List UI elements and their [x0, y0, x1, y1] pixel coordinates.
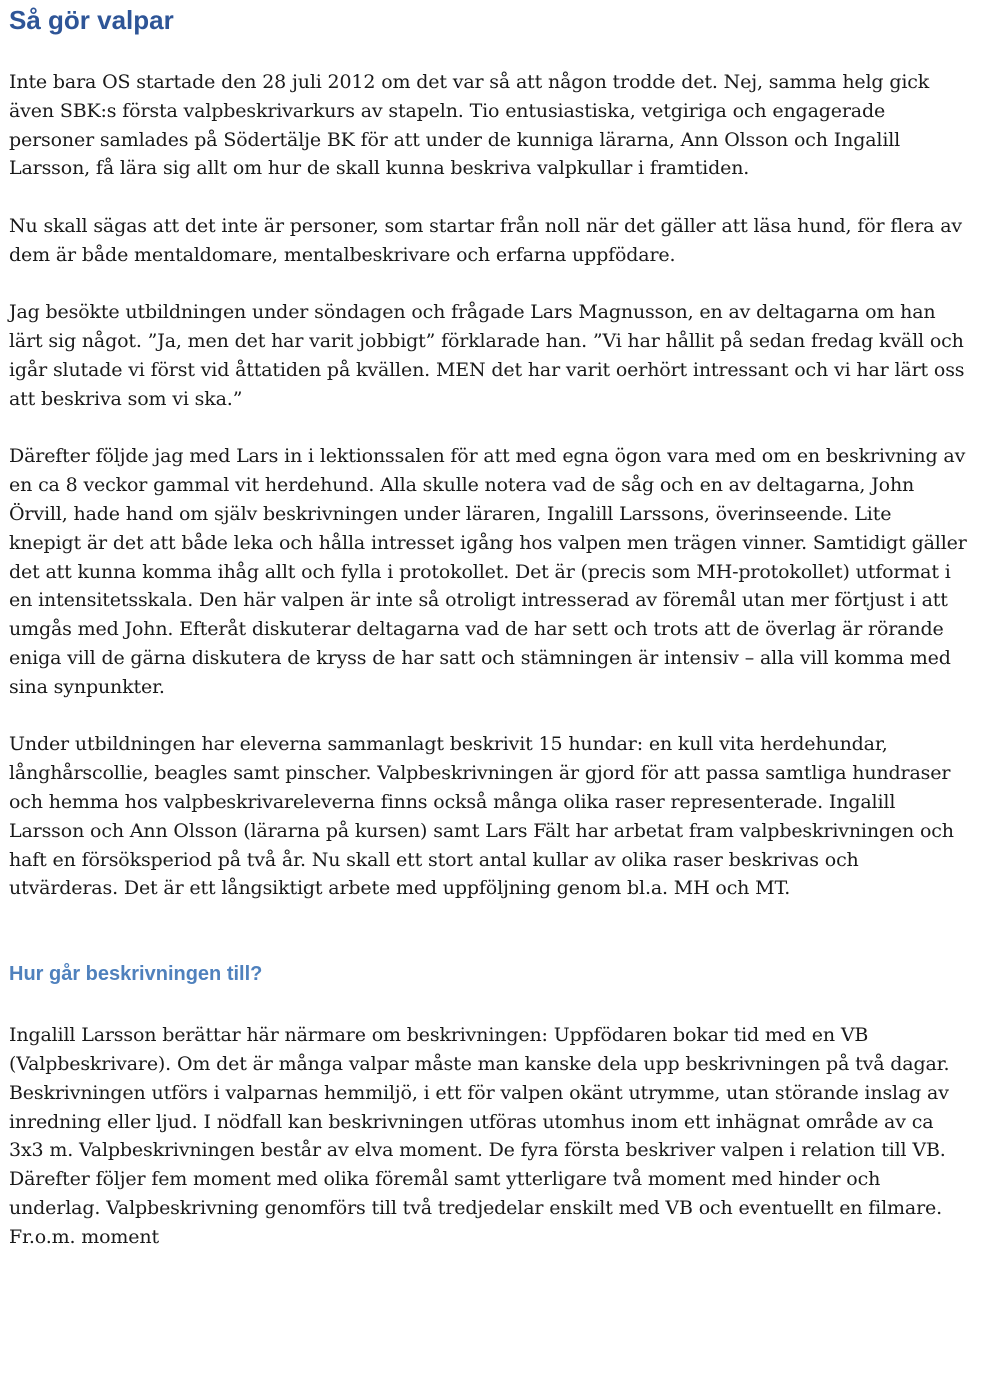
paragraph-interview: Jag besökte utbildningen under söndagen och frågade Lars Magnusson, en av deltagarna om han lärt sig något. ”Ja, men det har varit jobbigt” förklarade han. ”Vi har hållit på sedan fredag kväll och igår slutade vi först vid åttatiden på kvällen. MEN det har varit oerhört intressant och vi har lärt oss att beskriva som vi ska.”: [9, 301, 965, 410]
document-page: [9, 0, 969, 1251]
paragraph-lesson: Därefter följde jag med Lars in i lektionssalen för att med egna ögon vara med om en beskrivning av en ca 8 veckor gammal vit herdehund. Alla skulle notera vad de såg och en av deltagarna, John Örvill, hade hand om själv beskrivningen under läraren, Ingalill Larssons, överinseende. Lite knepigt är det att både leka och hålla intresset igång hos valpen men trägen vinner. Samtidigt gäller det att kunna komma ihåg allt och fylla i protokollet. Det är (precis som MH-protokollet) utformat i en intensitetsskala. Den här valpen är inte så otroligt intresserad av föremål utan mer förtjust i att umgås med John. Efteråt diskuterar deltagarna vad de har sett och trots att de överlag är rörande eniga vill de gärna diskutera de kryss de har satt och stämningen är intensiv – alla vill komma med sina synpunkter.: [9, 445, 967, 698]
paragraph-summary: Under utbildningen har eleverna sammanlagt beskrivit 15 hundar: en kull vita herdehundar, långhårscollie, beagles samt pinscher. Valpbeskrivningen är gjord för att passa samtliga hundraser och hemma hos valpbeskrivareleverna finns också många olika raser representerade. Ingalill Larsson och Ann Olsson (lärarna på kursen) samt Lars Fält har arbetat fram valpbeskrivningen och haft en försöksperiod på två år. Nu skall ett stort antal kullar av olika raser beskrivas och utvärderas. Det är ett långsiktigt arbete med uppföljning genom bl.a. MH och MT.: [9, 733, 954, 900]
section-heading: Hur går beskrivningen till?: [9, 963, 263, 986]
paragraph-booking: Ingalill Larsson berättar här närmare om beskrivningen: Uppfödaren bokar tid med en VB (Valpbeskrivare). Om det är många valpar måste man kanske dela upp beskrivningen på två dagar.: [9, 1024, 950, 1075]
document-title: Så gör valpar: [9, 5, 174, 35]
paragraph-participants: Nu skall sägas att det inte är personer, som startar från noll när det gäller att läsa hund, för flera av dem är både mentaldomare, mentalbeskrivare och erfarna uppfödare.: [9, 214, 962, 266]
paragraph-intro: Inte bara OS startade den 28 juli 2012 om det var så att någon trodde det. Nej, samma helg gick även SBK:s första valpbeskrivarkurs av stapeln. Tio entusiastiska, vetgiriga och engagerade personer samlades på Södertälje BK för att under de kunniga lärarna, Ann Olsson och Ingalill Larsson, få lära sig allt om hur de skall kunna beskriva valpkullar i framtiden.: [9, 71, 930, 180]
paragraph-procedure: Beskrivningen utförs i valparnas hemmiljö, i ett för valpen okänt utrymme, utan störande inslag av inredning eller ljud. I nödfall kan beskrivningen utföras utomhus inom ett inhägnat område av ca 3x3 m. Valpbeskrivningen består av elva moment. De fyra första beskriver valpen i relation till VB. Därefter följer fem moment med olika föremål samt ytterligare två moment med hinder och underlag. Valpbeskrivning genomförs till två tredjedelar enskilt med VB och eventuellt en filmare. Fr.o.m. moment: [9, 1081, 949, 1248]
